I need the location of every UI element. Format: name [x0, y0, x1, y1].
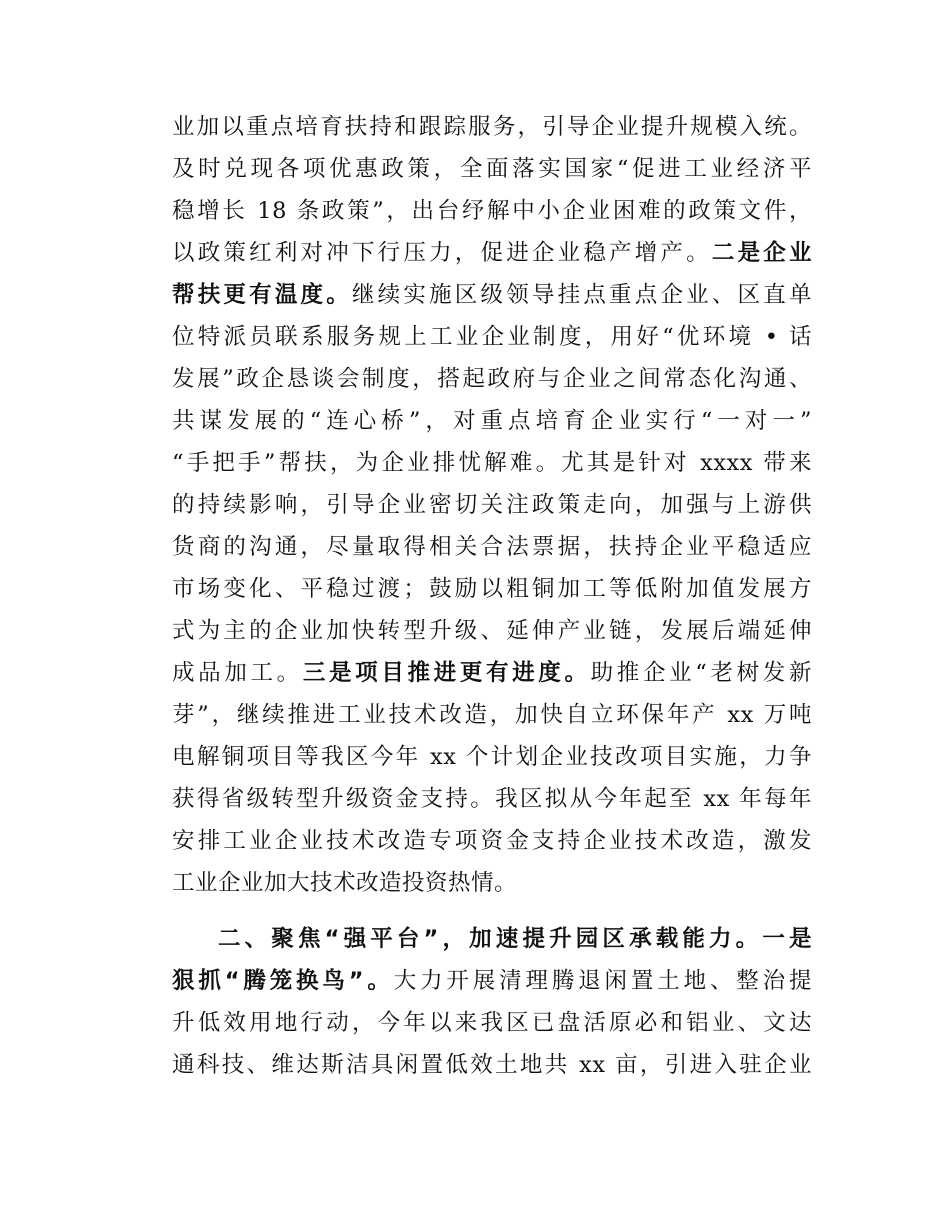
- text-line: [172, 358, 812, 400]
- body-text: 位特派员联系服务规上工业企业制度，用好“优环境 • 话: [172, 324, 812, 350]
- text-line: [172, 960, 812, 1002]
- body-text: 成品加工。: [172, 660, 303, 686]
- body-text: 安排工业企业技术改造专项资金支持企业技术改造，激发: [172, 828, 812, 854]
- text-line: [172, 1044, 812, 1086]
- text-line: [172, 526, 812, 568]
- text-line: [172, 610, 812, 652]
- text-line: [172, 484, 812, 526]
- text-line: [172, 232, 812, 274]
- body-text: 工业企业加大技术改造投资热情。: [172, 870, 518, 896]
- text-line: [172, 736, 812, 778]
- text-line: [172, 442, 812, 484]
- text-line: [172, 316, 812, 358]
- body-text: 以政策红利对冲下行压力，促进企业稳产增产。: [172, 240, 712, 266]
- body-text: 获得省级转型升级资金支持。我区拟从今年起至 xx 年每年: [172, 786, 812, 812]
- text-line: [172, 400, 812, 442]
- text-line: [172, 1002, 812, 1044]
- body-text: 稳增长 18 条政策”，出台纾解中小企业困难的政策文件，: [172, 198, 812, 224]
- paragraph-gap: [172, 904, 812, 918]
- text-line: [172, 652, 812, 694]
- bold-heading-text: 三是项目推进更有进度。: [302, 660, 591, 686]
- text-line: [172, 190, 812, 232]
- body-text: 继续实施区级领导挂点重点企业、区直单: [351, 282, 812, 308]
- document-body: [172, 106, 812, 1086]
- body-text: “手把手”帮扶，为企业排忧解难。尤其是针对 xxxx 带来: [172, 450, 812, 476]
- body-text: 助推企业“老树发新: [590, 660, 812, 686]
- paragraph-strong-platform: [172, 918, 812, 1086]
- body-text: 升低效用地行动，今年以来我区已盘活原必和铝业、文达: [172, 1010, 812, 1036]
- text-line: [172, 862, 812, 904]
- bold-heading-text: 二是企业: [711, 240, 812, 266]
- paragraph-industrial-support: [172, 106, 812, 904]
- text-line: [172, 820, 812, 862]
- body-text: 发展”政企恳谈会制度，搭起政府与企业之间常态化沟通、: [172, 366, 812, 392]
- body-text: 市场变化、平稳过渡；鼓励以粗铜加工等低附加值发展方: [172, 576, 812, 602]
- bold-heading-text: 二、聚焦“强平台”，加速提升园区承载能力。一是: [218, 926, 812, 952]
- text-line: [172, 148, 812, 190]
- text-line: [172, 568, 812, 610]
- body-text: 业加以重点培育扶持和跟踪服务，引导企业提升规模入统。: [172, 114, 812, 140]
- text-line: [172, 274, 812, 316]
- text-line: [172, 918, 812, 960]
- bold-heading-text: 狠抓“腾笼换鸟”。: [172, 968, 394, 994]
- body-text: 及时兑现各项优惠政策，全面落实国家“促进工业经济平: [172, 156, 812, 182]
- text-line: [172, 106, 812, 148]
- body-text: 电解铜项目等我区今年 xx 个计划企业技改项目实施，力争: [172, 744, 812, 770]
- bold-heading-text: 帮扶更有温度。: [172, 282, 352, 308]
- body-text: 的持续影响，引导企业密切关注政策走向，加强与上游供: [172, 492, 812, 518]
- text-line: [172, 778, 812, 820]
- body-text: 通科技、维达斯洁具闲置低效土地共 xx 亩，引进入驻企业: [172, 1052, 812, 1078]
- text-line: [172, 694, 812, 736]
- body-text: 货商的沟通，尽量取得相关合法票据，扶持企业平稳适应: [172, 534, 812, 560]
- body-text: 式为主的企业加快转型升级、延伸产业链，发展后端延伸: [172, 618, 812, 644]
- body-text: 大力开展清理腾退闲置土地、整治提: [393, 968, 812, 994]
- body-text: 共谋发展的“连心桥”，对重点培育企业实行“一对一”: [172, 408, 812, 434]
- body-text: 芽”，继续推进工业技术改造，加快自立环保年产 xx 万吨: [172, 702, 812, 728]
